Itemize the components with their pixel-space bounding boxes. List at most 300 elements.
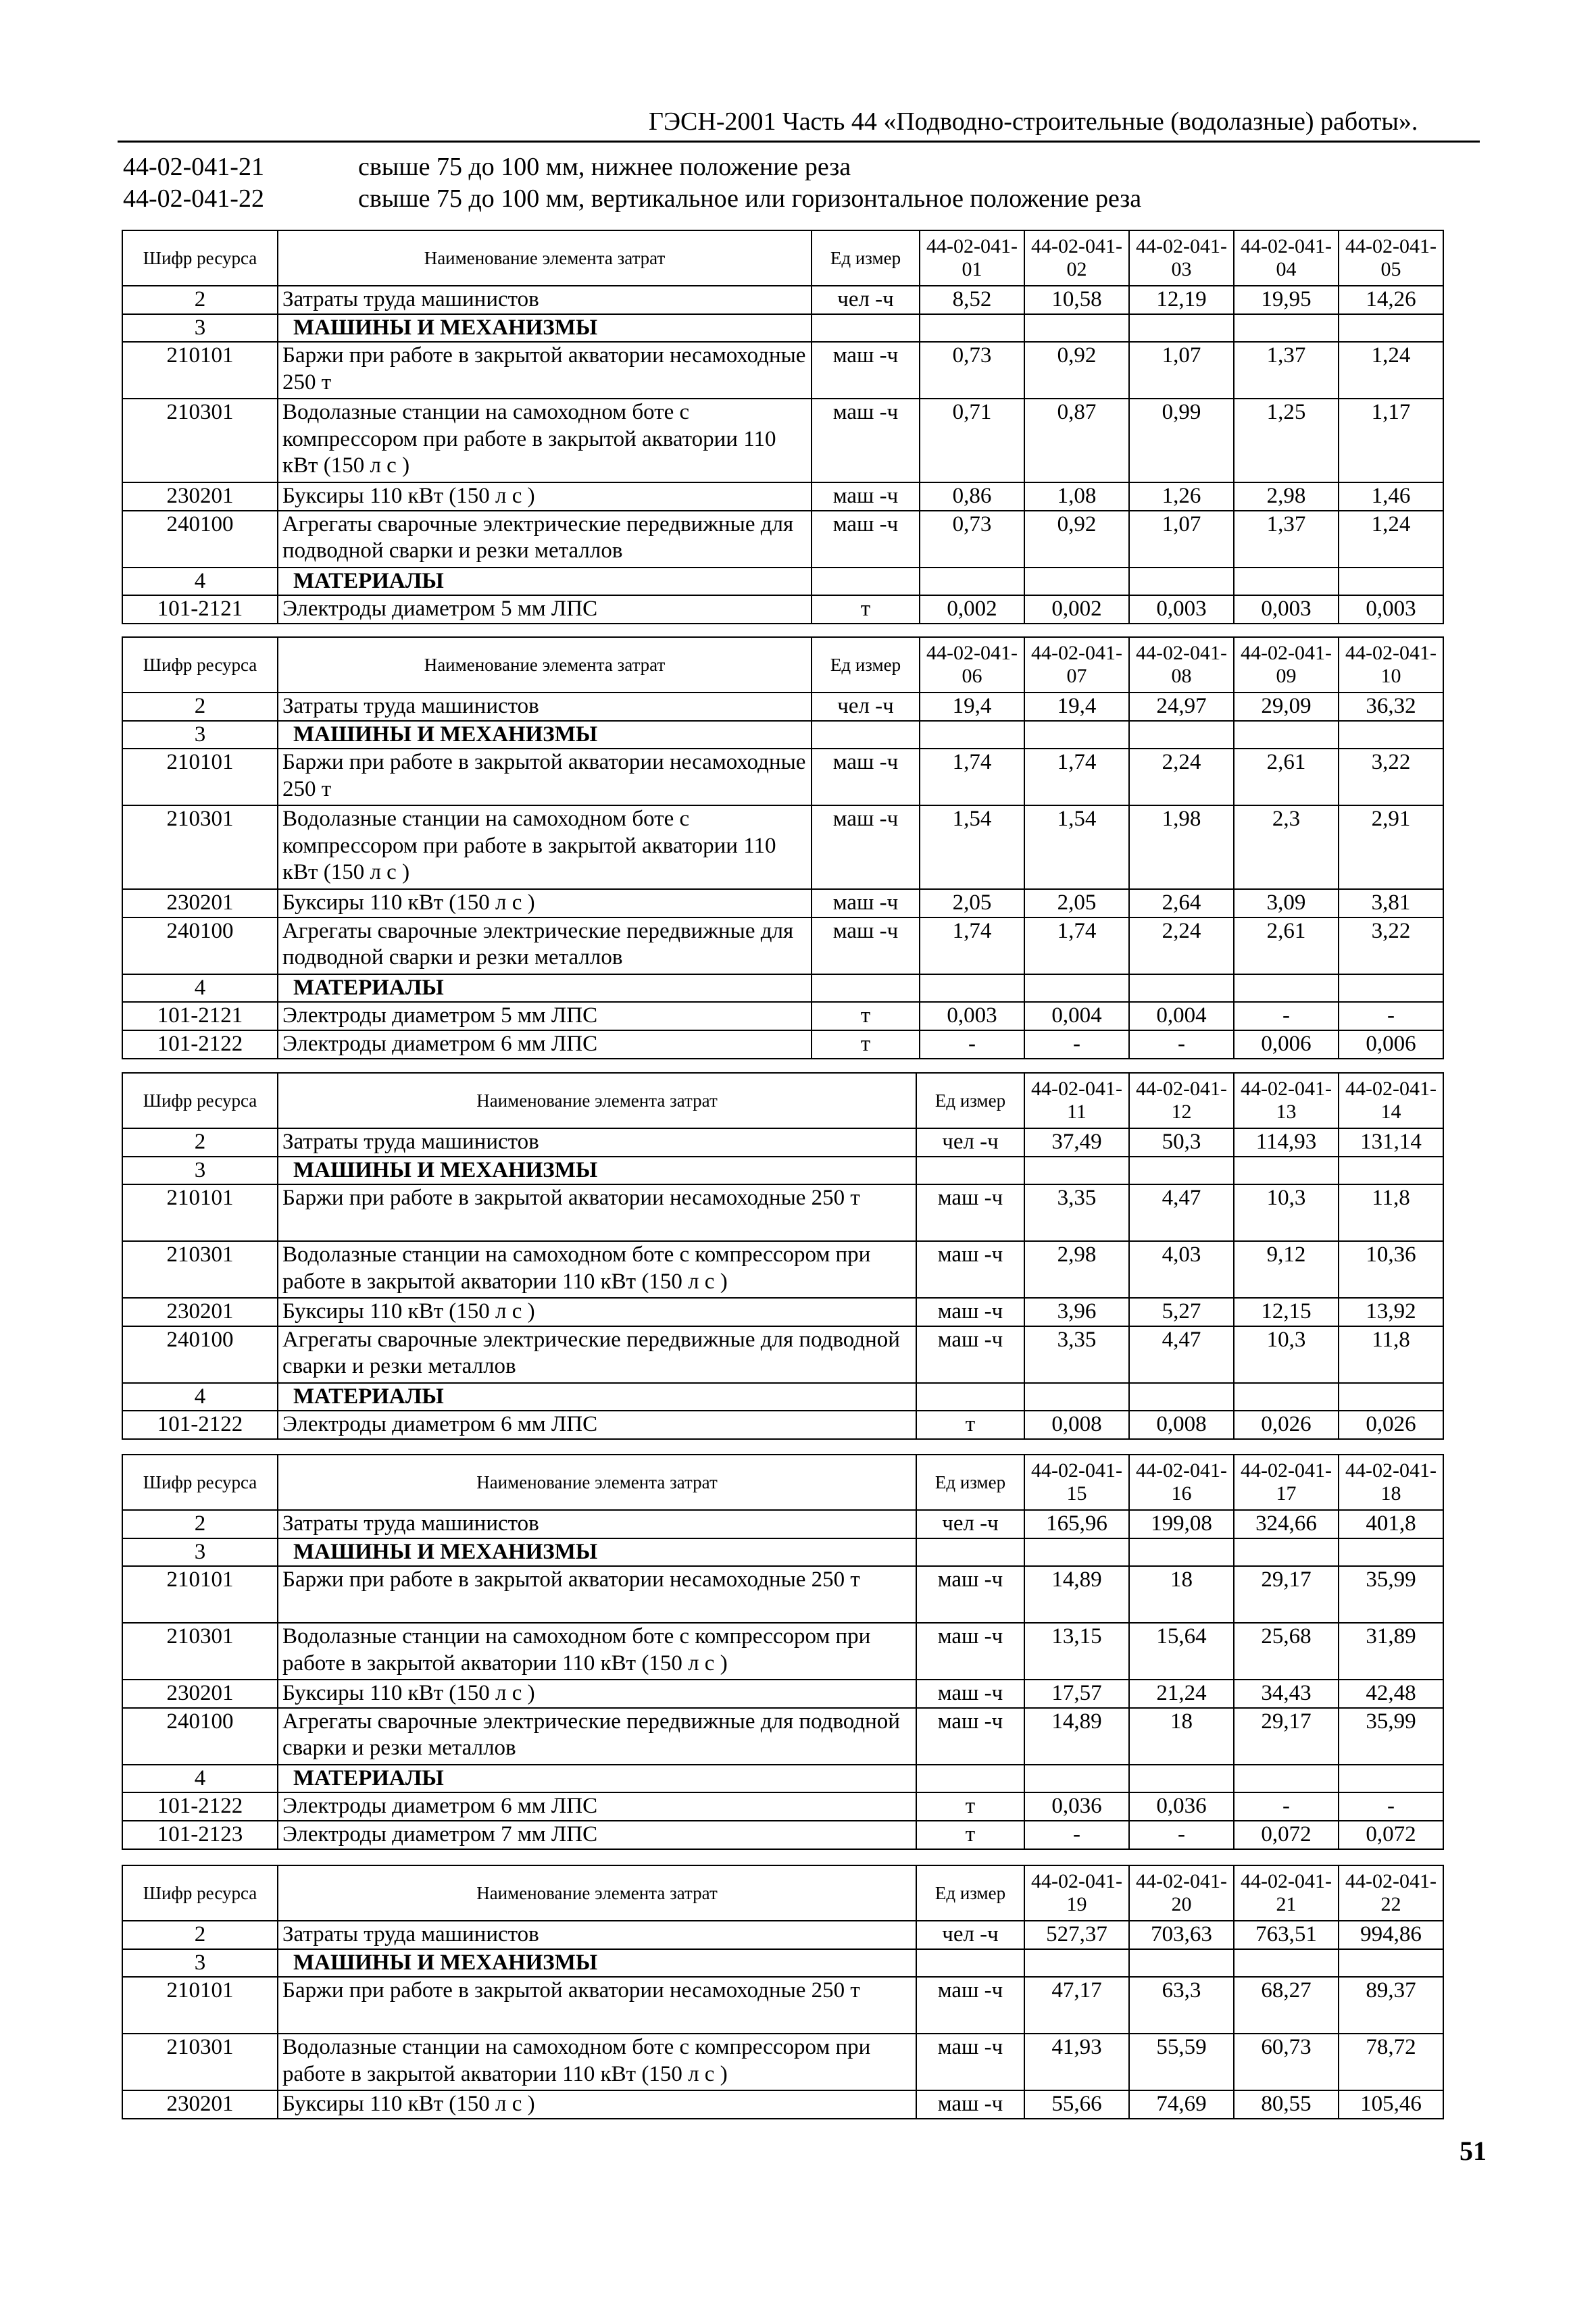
cell-unit: т — [916, 1792, 1024, 1821]
header-unit: Ед измер — [916, 1073, 1024, 1128]
cell-unit: маш -ч — [916, 1680, 1024, 1708]
code-description: свыше 75 до 100 мм, нижнее положение реза — [358, 153, 851, 181]
table-row — [122, 314, 1443, 343]
cell-value: 2,05 — [920, 889, 1024, 917]
cell-empty — [1129, 1949, 1234, 1978]
cell-value: 21,24 — [1129, 1680, 1234, 1708]
cell-cipher: 230201 — [122, 482, 278, 511]
cell-empty — [1234, 1383, 1339, 1411]
cell-value: 0,008 — [1129, 1411, 1234, 1439]
cell-value: 18 — [1129, 1708, 1234, 1765]
header-norm-code: 44-02-041-19 — [1024, 1865, 1129, 1921]
table-header-row — [122, 1073, 1443, 1128]
cell-value: 5,27 — [1129, 1298, 1234, 1326]
cell-value: 41,93 — [1024, 2034, 1129, 2090]
norm-table — [122, 1454, 1444, 1850]
cell-value: 2,98 — [1024, 1241, 1129, 1298]
cell-value: 105,46 — [1339, 2090, 1443, 2119]
cell-cipher: 4 — [122, 1383, 278, 1411]
cell-value: 74,69 — [1129, 2090, 1234, 2119]
cell-cipher: 210301 — [122, 805, 278, 889]
table-row — [122, 1128, 1443, 1157]
cell-value: 2,64 — [1129, 889, 1234, 917]
cell-cipher: 240100 — [122, 1708, 278, 1765]
cell-value: 1,46 — [1339, 482, 1443, 511]
cell-value: 1,74 — [1024, 749, 1129, 805]
header-unit: Ед измер — [812, 230, 920, 286]
table-row — [122, 1538, 1443, 1567]
cell-unit: маш -ч — [916, 1184, 1024, 1241]
cell-empty — [1234, 568, 1339, 596]
cell-empty — [1339, 1765, 1443, 1793]
cell-unit: маш -ч — [812, 482, 920, 511]
cell-section-title: МАШИНЫ И МЕХАНИЗМЫ — [278, 1949, 916, 1978]
cell-value: 3,22 — [1339, 917, 1443, 974]
cell-name: Водолазные станции на самоходном боте с компрессором при работе в закрытой акватории 110 кВт (150 л с ) — [278, 1623, 916, 1680]
cell-cipher: 101-2122 — [122, 1030, 278, 1059]
cell-empty — [1024, 974, 1129, 1003]
cell-value: 0,73 — [920, 511, 1024, 568]
cell-unit: т — [812, 1030, 920, 1059]
header-norm-code: 44-02-041-07 — [1024, 637, 1129, 693]
cell-value: 527,37 — [1024, 1921, 1129, 1949]
cell-empty — [1024, 314, 1129, 343]
cell-name: Буксиры 110 кВт (150 л с ) — [278, 2090, 916, 2119]
header-norm-code: 44-02-041-21 — [1234, 1865, 1339, 1921]
cell-empty — [1024, 1765, 1129, 1793]
cell-name: Агрегаты сварочные электрические передвижные для подводной сварки и резки металлов — [278, 917, 812, 974]
cell-value: 0,036 — [1129, 1792, 1234, 1821]
table-row — [122, 399, 1443, 482]
cell-cipher: 210101 — [122, 1184, 278, 1241]
cell-value: 0,73 — [920, 342, 1024, 399]
cell-value: 1,54 — [920, 805, 1024, 889]
table-row — [122, 595, 1443, 624]
document-header: ГЭСН-2001 Часть 44 «Подводно-строительные (водолазные) работы». — [649, 107, 1418, 136]
cell-unit: маш -ч — [916, 1241, 1024, 1298]
table-row — [122, 1002, 1443, 1030]
cell-name: Буксиры 110 кВт (150 л с ) — [278, 1298, 916, 1326]
cell-empty — [1024, 1157, 1129, 1185]
cell-unit: маш -ч — [916, 1977, 1024, 2034]
cell-value: 1,37 — [1234, 511, 1339, 568]
cell-value: 25,68 — [1234, 1623, 1339, 1680]
cell-value: 3,09 — [1234, 889, 1339, 917]
cell-unit: маш -ч — [916, 2034, 1024, 2090]
cell-empty — [1339, 974, 1443, 1003]
cell-value: 35,99 — [1339, 1566, 1443, 1623]
cell-cipher: 101-2122 — [122, 1411, 278, 1439]
table-row — [122, 1792, 1443, 1821]
cell-empty — [1234, 1538, 1339, 1567]
cell-name: Электроды диаметром 6 мм ЛПС — [278, 1030, 812, 1059]
table-header-row — [122, 637, 1443, 693]
cell-cipher: 210101 — [122, 749, 278, 805]
header-norm-code: 44-02-041-11 — [1024, 1073, 1129, 1128]
cell-unit: чел -ч — [812, 286, 920, 314]
table-header-row — [122, 230, 1443, 286]
table-row — [122, 1765, 1443, 1793]
cell-empty — [920, 721, 1024, 749]
table-row — [122, 568, 1443, 596]
cell-value: 0,006 — [1339, 1030, 1443, 1059]
cell-value: - — [1129, 1821, 1234, 1849]
code-line — [123, 152, 851, 182]
cell-empty — [920, 314, 1024, 343]
norm-table — [122, 230, 1444, 624]
code-number: 44-02-041-21 — [123, 153, 264, 181]
cell-value: 13,15 — [1024, 1623, 1129, 1680]
cell-value: 13,92 — [1339, 1298, 1443, 1326]
table-row — [122, 889, 1443, 917]
cell-value: 0,036 — [1024, 1792, 1129, 1821]
cell-empty — [1234, 974, 1339, 1003]
cell-unit: маш -ч — [812, 399, 920, 482]
cell-value: 29,17 — [1234, 1708, 1339, 1765]
cell-cipher: 230201 — [122, 1680, 278, 1708]
cell-value: 0,003 — [920, 1002, 1024, 1030]
header-norm-code: 44-02-041-20 — [1129, 1865, 1234, 1921]
cell-value: 0,71 — [920, 399, 1024, 482]
cell-name: Водолазные станции на самоходном боте с компрессором при работе в закрытой акватории 110 кВт (150 л с ) — [278, 1241, 916, 1298]
header-name: Наименование элемента затрат — [278, 1865, 916, 1921]
cell-value: 0,072 — [1234, 1821, 1339, 1849]
cell-name: Электроды диаметром 6 мм ЛПС — [278, 1792, 916, 1821]
cell-value: 165,96 — [1024, 1510, 1129, 1538]
cell-cipher: 101-2121 — [122, 1002, 278, 1030]
table-row — [122, 805, 1443, 889]
cell-value: 11,8 — [1339, 1184, 1443, 1241]
cell-empty — [1339, 1157, 1443, 1185]
cell-unit: маш -ч — [812, 917, 920, 974]
cell-cipher: 2 — [122, 286, 278, 314]
cell-unit: маш -ч — [916, 1298, 1024, 1326]
page-number: 51 — [1460, 2136, 1487, 2166]
table-row — [122, 1383, 1443, 1411]
cell-value: 17,57 — [1024, 1680, 1129, 1708]
cell-empty — [1339, 568, 1443, 596]
cell-empty — [1234, 1157, 1339, 1185]
table-row — [122, 974, 1443, 1003]
cell-empty — [1129, 1538, 1234, 1567]
cell-value: 1,54 — [1024, 805, 1129, 889]
cell-unit: т — [812, 595, 920, 624]
cell-value: 2,24 — [1129, 917, 1234, 974]
table-row — [122, 1623, 1443, 1680]
code-number: 44-02-041-22 — [123, 184, 264, 213]
cell-value: 1,74 — [920, 917, 1024, 974]
cell-name: Буксиры 110 кВт (150 л с ) — [278, 1680, 916, 1708]
cell-value: - — [1024, 1030, 1129, 1059]
cell-cipher: 2 — [122, 1921, 278, 1949]
cell-value: 2,91 — [1339, 805, 1443, 889]
table-row — [122, 2090, 1443, 2119]
header-norm-code: 44-02-041-16 — [1129, 1455, 1234, 1510]
cell-value: - — [1234, 1002, 1339, 1030]
cell-unit: маш -ч — [812, 511, 920, 568]
cell-name: Баржи при работе в закрытой акватории несамоходные 250 т — [278, 1184, 916, 1241]
cell-name: Баржи при работе в закрытой акватории несамоходные 250 т — [278, 749, 812, 805]
cell-unit: маш -ч — [916, 1708, 1024, 1765]
cell-value: 19,95 — [1234, 286, 1339, 314]
cell-value: - — [1024, 1821, 1129, 1849]
cell-value: 0,99 — [1129, 399, 1234, 482]
cell-value: 2,98 — [1234, 482, 1339, 511]
cell-value: 55,66 — [1024, 2090, 1129, 2119]
table-row — [122, 1821, 1443, 1849]
cell-value: 36,32 — [1339, 693, 1443, 721]
header-norm-code: 44-02-041-02 — [1024, 230, 1129, 286]
cell-value: 31,89 — [1339, 1623, 1443, 1680]
norm-table — [122, 636, 1444, 1059]
cell-value: 3,35 — [1024, 1326, 1129, 1383]
cell-value: 2,24 — [1129, 749, 1234, 805]
table-row — [122, 1411, 1443, 1439]
cell-value: 1,24 — [1339, 511, 1443, 568]
cell-empty — [812, 721, 920, 749]
cell-cipher: 210301 — [122, 2034, 278, 2090]
cell-unit: маш -ч — [916, 1566, 1024, 1623]
cell-value: 0,004 — [1024, 1002, 1129, 1030]
table-row — [122, 1510, 1443, 1538]
cell-value: 3,96 — [1024, 1298, 1129, 1326]
cell-name: Электроды диаметром 6 мм ЛПС — [278, 1411, 916, 1439]
header-norm-code: 44-02-041-09 — [1234, 637, 1339, 693]
header-name: Наименование элемента затрат — [278, 1455, 916, 1510]
cell-empty — [1339, 1538, 1443, 1567]
header-norm-code: 44-02-041-08 — [1129, 637, 1234, 693]
cell-empty — [1339, 314, 1443, 343]
header-norm-code: 44-02-041-01 — [920, 230, 1024, 286]
cell-name: Затраты труда машинистов — [278, 1921, 916, 1949]
header-norm-code: 44-02-041-04 — [1234, 230, 1339, 286]
table-row — [122, 1298, 1443, 1326]
cell-value: 19,4 — [1024, 693, 1129, 721]
cell-value: 34,43 — [1234, 1680, 1339, 1708]
cell-name: Затраты труда машинистов — [278, 693, 812, 721]
cell-value: 42,48 — [1339, 1680, 1443, 1708]
table-row — [122, 749, 1443, 805]
cell-value: 0,006 — [1234, 1030, 1339, 1059]
cell-empty — [1129, 721, 1234, 749]
cell-value: 29,17 — [1234, 1566, 1339, 1623]
cell-value: 0,003 — [1339, 595, 1443, 624]
table-row — [122, 1949, 1443, 1978]
cell-value: 12,19 — [1129, 286, 1234, 314]
cell-unit: маш -ч — [812, 342, 920, 399]
cell-value: 29,09 — [1234, 693, 1339, 721]
cell-value: - — [1339, 1792, 1443, 1821]
header-cipher: Шифр ресурса — [122, 230, 278, 286]
cell-value: 19,4 — [920, 693, 1024, 721]
cell-section-title: МАШИНЫ И МЕХАНИЗМЫ — [278, 1538, 916, 1567]
cell-value: 15,64 — [1129, 1623, 1234, 1680]
cell-value: 14,89 — [1024, 1566, 1129, 1623]
cell-value: 1,26 — [1129, 482, 1234, 511]
cell-name: Водолазные станции на самоходном боте с компрессором при работе в закрытой акватории 110 кВт (150 л с ) — [278, 805, 812, 889]
cell-value: 401,8 — [1339, 1510, 1443, 1538]
header-name: Наименование элемента затрат — [278, 230, 812, 286]
table-header-row — [122, 1865, 1443, 1921]
cell-value: 0,003 — [1129, 595, 1234, 624]
cell-cipher: 210101 — [122, 1977, 278, 2034]
cell-unit: маш -ч — [916, 2090, 1024, 2119]
cell-empty — [1234, 721, 1339, 749]
header-norm-code: 44-02-041-05 — [1339, 230, 1443, 286]
cell-value: 1,08 — [1024, 482, 1129, 511]
cell-cipher: 3 — [122, 1157, 278, 1185]
header-unit: Ед измер — [812, 637, 920, 693]
cell-name: Затраты труда машинистов — [278, 286, 812, 314]
cell-value: 18 — [1129, 1566, 1234, 1623]
cell-name: Электроды диаметром 5 мм ЛПС — [278, 595, 812, 624]
cell-value: 55,59 — [1129, 2034, 1234, 2090]
header-norm-code: 44-02-041-18 — [1339, 1455, 1443, 1510]
cell-value: 0,026 — [1234, 1411, 1339, 1439]
cell-unit: маш -ч — [812, 805, 920, 889]
cell-empty — [1129, 1765, 1234, 1793]
table-row — [122, 1241, 1443, 1298]
header-norm-code: 44-02-041-14 — [1339, 1073, 1443, 1128]
cell-cipher: 3 — [122, 1949, 278, 1978]
cell-cipher: 2 — [122, 1128, 278, 1157]
cell-unit: маш -ч — [916, 1623, 1024, 1680]
cell-name: Буксиры 110 кВт (150 л с ) — [278, 482, 812, 511]
cell-cipher: 230201 — [122, 1298, 278, 1326]
header-unit: Ед измер — [916, 1865, 1024, 1921]
norm-table — [122, 1865, 1444, 2119]
cell-name: Затраты труда машинистов — [278, 1128, 916, 1157]
cell-empty — [1339, 1383, 1443, 1411]
cell-value: 0,002 — [920, 595, 1024, 624]
cell-name: Агрегаты сварочные электрические передвижные для подводной сварки и резки металлов — [278, 511, 812, 568]
cell-empty — [1024, 1949, 1129, 1978]
cell-section-title: МАТЕРИАЛЫ — [278, 1383, 916, 1411]
cell-value: 89,37 — [1339, 1977, 1443, 2034]
cell-value: 4,03 — [1129, 1241, 1234, 1298]
header-norm-code: 44-02-041-12 — [1129, 1073, 1234, 1128]
cell-value: 0,86 — [920, 482, 1024, 511]
cell-cipher: 240100 — [122, 917, 278, 974]
cell-empty — [1024, 1538, 1129, 1567]
cell-value: 68,27 — [1234, 1977, 1339, 2034]
cell-empty — [1129, 314, 1234, 343]
cell-unit: чел -ч — [916, 1510, 1024, 1538]
cell-value: 1,24 — [1339, 342, 1443, 399]
cell-empty — [1339, 1949, 1443, 1978]
cell-value: 11,8 — [1339, 1326, 1443, 1383]
cell-empty — [920, 568, 1024, 596]
header-norm-code: 44-02-041-15 — [1024, 1455, 1129, 1510]
cell-value: 10,36 — [1339, 1241, 1443, 1298]
cell-unit: маш -ч — [916, 1326, 1024, 1383]
table-row — [122, 286, 1443, 314]
cell-empty — [1129, 974, 1234, 1003]
table-row — [122, 1977, 1443, 2034]
cell-name: Баржи при работе в закрытой акватории несамоходные 250 т — [278, 1566, 916, 1623]
table-row — [122, 1566, 1443, 1623]
cell-cipher: 210101 — [122, 342, 278, 399]
header-name: Наименование элемента затрат — [278, 637, 812, 693]
table-row — [122, 1326, 1443, 1383]
header-unit: Ед измер — [916, 1455, 1024, 1510]
cell-value: 0,004 — [1129, 1002, 1234, 1030]
table-row — [122, 2034, 1443, 2090]
cell-unit: т — [916, 1411, 1024, 1439]
cell-value: 50,3 — [1129, 1128, 1234, 1157]
cell-cipher: 4 — [122, 1765, 278, 1793]
cell-unit: маш -ч — [812, 749, 920, 805]
cell-empty — [1339, 721, 1443, 749]
table-row — [122, 482, 1443, 511]
cell-section-title: МАШИНЫ И МЕХАНИЗМЫ — [278, 314, 812, 343]
cell-value: 4,47 — [1129, 1326, 1234, 1383]
cell-cipher: 101-2123 — [122, 1821, 278, 1849]
cell-unit: чел -ч — [812, 693, 920, 721]
header-norm-code: 44-02-041-17 — [1234, 1455, 1339, 1510]
cell-value: 0,072 — [1339, 1821, 1443, 1849]
cell-value: 2,61 — [1234, 917, 1339, 974]
cell-cipher: 3 — [122, 1538, 278, 1567]
cell-name: Электроды диаметром 5 мм ЛПС — [278, 1002, 812, 1030]
cell-empty — [920, 974, 1024, 1003]
cell-value: 9,12 — [1234, 1241, 1339, 1298]
cell-cipher: 210301 — [122, 1623, 278, 1680]
cell-unit: т — [812, 1002, 920, 1030]
header-cipher: Шифр ресурса — [122, 637, 278, 693]
cell-value: 114,93 — [1234, 1128, 1339, 1157]
cell-section-title: МАШИНЫ И МЕХАНИЗМЫ — [278, 721, 812, 749]
cell-value: 2,05 — [1024, 889, 1129, 917]
cell-value: 1,25 — [1234, 399, 1339, 482]
table-row — [122, 721, 1443, 749]
cell-value: 1,07 — [1129, 342, 1234, 399]
table-header-row — [122, 1455, 1443, 1510]
header-cipher: Шифр ресурса — [122, 1455, 278, 1510]
cell-value: 60,73 — [1234, 2034, 1339, 2090]
norm-table — [122, 1072, 1444, 1440]
cell-value: 0,92 — [1024, 342, 1129, 399]
cell-empty — [916, 1383, 1024, 1411]
cell-value: - — [1129, 1030, 1234, 1059]
cell-empty — [1024, 1383, 1129, 1411]
table-row — [122, 1030, 1443, 1059]
cell-value: 4,47 — [1129, 1184, 1234, 1241]
cell-name: Водолазные станции на самоходном боте с компрессором при работе в закрытой акватории 110 кВт (150 л с ) — [278, 399, 812, 482]
header-norm-code: 44-02-041-22 — [1339, 1865, 1443, 1921]
cell-name: Баржи при работе в закрытой акватории несамоходные 250 т — [278, 342, 812, 399]
cell-cipher: 240100 — [122, 511, 278, 568]
cell-value: 12,15 — [1234, 1298, 1339, 1326]
cell-value: 3,35 — [1024, 1184, 1129, 1241]
code-description: свыше 75 до 100 мм, вертикальное или горизонтальное положение реза — [358, 184, 1142, 213]
cell-unit: чел -ч — [916, 1921, 1024, 1949]
cell-empty — [1024, 568, 1129, 596]
cell-value: 0,87 — [1024, 399, 1129, 482]
cell-value: - — [920, 1030, 1024, 1059]
cell-empty — [812, 314, 920, 343]
header-norm-code: 44-02-041-03 — [1129, 230, 1234, 286]
cell-cipher: 230201 — [122, 889, 278, 917]
header-norm-code: 44-02-041-13 — [1234, 1073, 1339, 1128]
cell-value: 37,49 — [1024, 1128, 1129, 1157]
cell-cipher: 4 — [122, 974, 278, 1003]
header-name: Наименование элемента затрат — [278, 1073, 916, 1128]
cell-value: 703,63 — [1129, 1921, 1234, 1949]
cell-section-title: МАТЕРИАЛЫ — [278, 568, 812, 596]
cell-value: 2,61 — [1234, 749, 1339, 805]
cell-section-title: МАТЕРИАЛЫ — [278, 974, 812, 1003]
